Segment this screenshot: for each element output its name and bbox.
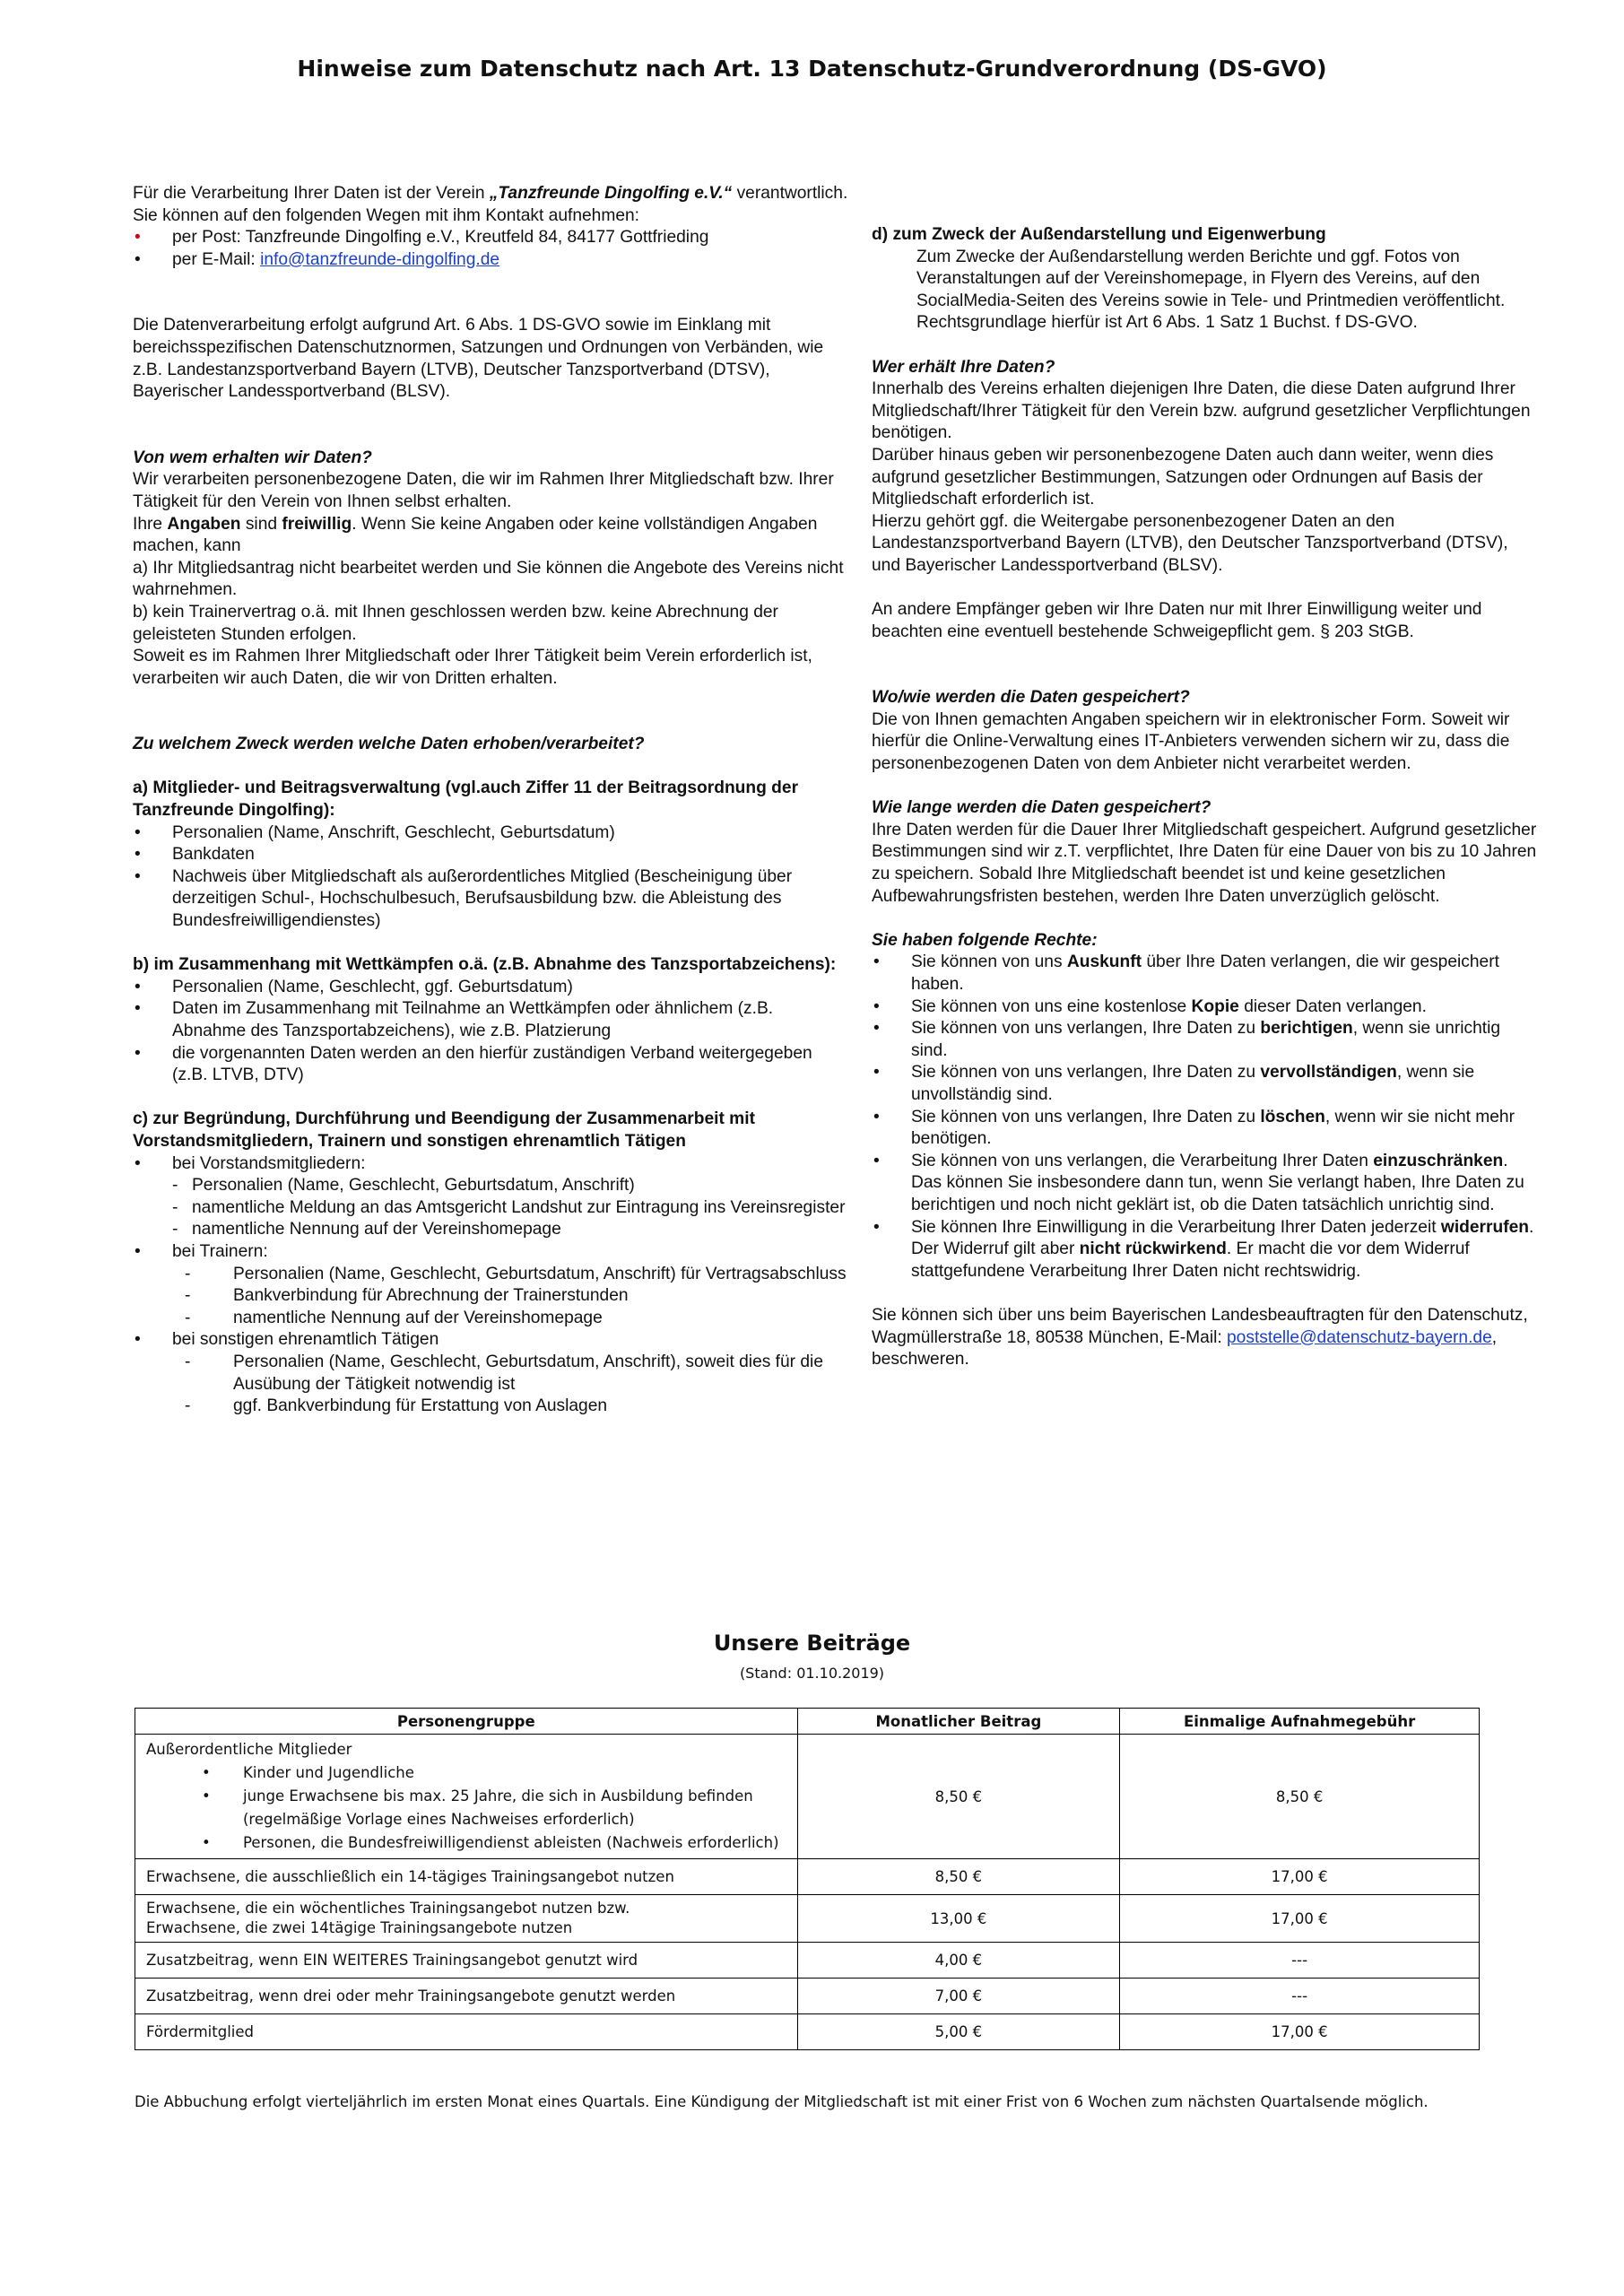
section-b-heading: b) im Zusammenhang mit Wettkämpfen o.ä. (z.B. Abnahme des Tanzsportabzeichens): — [133, 955, 837, 975]
section-c-heading: c) zur Begründung, Durchführung und Beendigung der Zusammenarbeit mit Vorstandsmitgliedern, Trainern und sonstigen ehrenamtlich Tätigen — [133, 1109, 755, 1151]
t-bold: berichtigen — [1260, 1019, 1353, 1039]
group-cell: Erwachsene, die ausschließlich ein 14-tägiges Trainingsangebot nutzen — [135, 1859, 798, 1895]
list-item — [872, 952, 1540, 996]
from-whom-3: Soweit es im Rahmen Ihrer Mitgliedschaft oder Ihrer Tätigkeit beim Verein erforderlich ist, verarbeiten wir auch Daten, die wir von Dritten erhalten. — [133, 647, 812, 688]
list-item: - namentliche Nennung auf der Vereinshomepage — [133, 1219, 850, 1241]
t: , wenn sie unvollständig sind. — [911, 1063, 1475, 1104]
t: sind — [240, 514, 282, 534]
list-item — [872, 1151, 1540, 1217]
t: . Der Widerruf gilt aber — [911, 1217, 1534, 1259]
table-row — [135, 2014, 1480, 2050]
c-trainers-list — [133, 1264, 850, 1330]
t: , wenn wir sie nicht mehr benötigen. — [911, 1107, 1515, 1149]
section-d-text: Zum Zwecke der Außendarstellung werden Berichte und ggf. Fotos von Veranstaltungen auf der Vereinshomepage, in Flyern des Vereins, auf den SocialMedia-Seiten des Vereins sowie in Tele- und Printmedien veröffentlicht. — [916, 247, 1506, 310]
legal-basis: Die Datenverarbeitung erfolgt aufgrund Art. 6 Abs. 1 DS-GVO sowie im Einklang mit bereichsspezifischen Datenschutznormen, Satzungen und Ordnungen von Verbänden, wie z.B. Landestanzsportverband Bayern (LTVB), Deutscher Tanzsportverband (DTSV), Bayerischer Landessportverband (BLSV). — [133, 316, 824, 402]
t: Sie können von uns verlangen, Ihre Daten zu — [911, 1019, 1261, 1039]
group-cell — [135, 1735, 798, 1859]
t-bold: vervollständigen — [1260, 1063, 1397, 1083]
group-line: Erwachsene, die zwei 14tägige Trainingsangebote nutzen — [146, 1919, 573, 1936]
t-bold: widerrufen — [1440, 1217, 1529, 1237]
heading-from-whom: Von wem erhalten wir Daten? — [133, 448, 372, 467]
contact-list — [133, 227, 850, 271]
recipients-1: Innerhalb des Vereins erhalten diejenigen Ihre Daten, die diese Daten aufgrund Ihrer Mitgliedschaft/Ihrer Tätigkeit für den Verein bzw. aufgrund gesetzlicher Verpflichtungen benötigen. — [872, 379, 1531, 443]
fee-cell: --- — [1120, 1979, 1480, 2014]
fees-table — [135, 1708, 1480, 2050]
fee-cell: 17,00 € — [1120, 1859, 1480, 1895]
t: Wagmüllerstraße 18, 80538 München, E-Mail: — [872, 1327, 1228, 1347]
c-board-list — [133, 1175, 850, 1241]
table-row — [135, 1859, 1480, 1895]
fee-cell: 8,50 € — [1120, 1735, 1480, 1859]
rights-list — [872, 952, 1540, 1283]
duration-text: Ihre Daten werden für die Dauer Ihrer Mitgliedschaft gespeichert. Aufgrund gesetzlicher Bestimmungen sind wir z.T. verpflichtet, Ihre Daten für eine Dauer von bis zu 10 Jahren zu speichern. Sobald Ihre Mitgliedschaft beendet ist und keine gesetzlichen Aufbewahrungsfristen bestehen, werden Ihre Daten unverzüglich gelöscht. — [872, 820, 1537, 906]
t: Sie können Ihre Einwilligung in die Verarbeitung Ihrer Daten jederzeit — [911, 1217, 1441, 1237]
t-bold: Angaben — [167, 514, 241, 534]
list-item — [872, 1062, 1540, 1106]
monthly-cell: 8,50 € — [797, 1859, 1120, 1895]
list-item: • Daten im Zusammenhang mit Teilnahme an Wettkämpfen oder ähnlichem (z.B. Abnahme des Tanzsportabzeichens), wie z.B. Platzierung — [133, 998, 850, 1042]
contact-mail — [133, 249, 850, 272]
group-cell: Fördermitglied — [135, 2014, 798, 2050]
list-item: • Bankdaten — [133, 844, 850, 866]
list-item — [872, 1018, 1540, 1062]
t: über Ihre Daten verlangen, die wir gespeichert haben. — [911, 952, 1499, 994]
heading-rights: Sie haben folgende Rechte: — [872, 930, 1098, 950]
fee-cell: 17,00 € — [1120, 1895, 1480, 1943]
contact-lead: Sie können auf den folgenden Wegen mit ihm Kontakt aufnehmen: — [133, 205, 639, 225]
t: Sie können von uns verlangen, Ihre Daten zu — [911, 1063, 1261, 1083]
c-board-label: bei Vorstandsmitgliedern: — [172, 1153, 366, 1173]
t: Sie können von uns verlangen, Ihre Daten zu — [911, 1107, 1261, 1126]
complaint-mail-link[interactable]: poststelle@datenschutz-bayern.de — [1227, 1327, 1492, 1347]
group-cell — [135, 1895, 798, 1943]
t-bold: löschen — [1260, 1107, 1325, 1126]
t: . Das können Sie insbesondere dann tun, wenn Sie verlangt haben, Ihre Daten zu berichtigen und noch nicht geklärt ist, ob die Daten tatsächlich unrichtig sind. — [911, 1151, 1524, 1214]
header-fee: Einmalige Aufnahmegebühr — [1120, 1709, 1480, 1735]
list-item: - namentliche Nennung auf der Vereinshomepage — [133, 1308, 850, 1330]
from-whom-b: b) kein Trainervertrag o.ä. mit Ihnen geschlossen werden bzw. keine Abrechnung der geleisteten Stunden erfolgen. — [133, 602, 778, 644]
t: . Er macht die vor dem Widerruf stattgefundene Verarbeitung Ihrer Daten nicht rechtswidrig. — [911, 1239, 1470, 1281]
from-whom-1: Wir verarbeiten personenbezogene Daten, die wir im Rahmen Ihrer Mitgliedschaft bzw. Ihrer Tätigkeit für den Verein von Ihnen selbst erhalten. — [133, 470, 834, 511]
t-bold: nicht rückwirkend — [1079, 1239, 1227, 1259]
t: Ihre — [133, 514, 168, 534]
heading-purpose: Zu welchem Zweck werden welche Daten erhoben/verarbeitet? — [133, 735, 645, 754]
recipients-3: Hierzu gehört ggf. die Weitergabe personenbezogener Daten an den Landestanzsportverband Bayern (LTVB), den Deutscher Tanzsportverband (DTSV), und Bayerischer Landessportverband (BLSV). — [872, 511, 1508, 575]
monthly-cell: 4,00 € — [797, 1943, 1120, 1979]
header-monthly: Monatlicher Beitrag — [797, 1709, 1120, 1735]
t: Sie können von uns eine kostenlose — [911, 996, 1192, 1016]
c-trainers-label: bei Trainern: — [172, 1241, 268, 1261]
complaint-2 — [872, 1327, 1540, 1371]
footer-note: Die Abbuchung erfolgt vierteljährlich im ersten Monat eines Quartals. Eine Kündigung der Mitgliedschaft ist mit einer Frist von 6 Wochen zum nächsten Quartalsende möglich. — [135, 2093, 1429, 2110]
section-d-legal: Rechtsgrundlage hierfür ist Art 6 Abs. 1 Satz 1 Buchst. f DS-GVO. — [916, 313, 1418, 333]
responsible-paragraph — [133, 183, 850, 205]
t: , beschweren. — [872, 1327, 1498, 1370]
t-bold: einzuschränken — [1373, 1151, 1504, 1170]
list-item: • die vorgenannten Daten werden an den hierfür zuständigen Verband weitergegeben (z.B. LTVB, DTV) — [133, 1043, 850, 1087]
group-cell: Zusatzbeitrag, wenn EIN WEITERES Trainingsangebot genutzt wird — [135, 1943, 798, 1979]
table-row — [135, 1943, 1480, 1979]
t-bold: Auskunft — [1066, 952, 1142, 972]
list-item: • Personalien (Name, Anschrift, Geschlecht, Geburtsdatum) — [133, 822, 850, 845]
contact-mail-link[interactable]: info@tanzfreunde-dingolfing.de — [260, 249, 500, 269]
c-others-list — [133, 1352, 850, 1418]
list-item: - Personalien (Name, Geschlecht, Geburtsdatum, Anschrift) für Vertragsabschluss — [133, 1264, 850, 1286]
table-row — [135, 1979, 1480, 2014]
table-header-row — [135, 1709, 1480, 1735]
list-item: - Personalien (Name, Geschlecht, Geburtsdatum, Anschrift) — [133, 1175, 850, 1197]
heading-recipients: Wer erhält Ihre Daten? — [872, 357, 1055, 377]
list-item: • Kinder und Jugendliche — [146, 1761, 786, 1785]
t: Sie können von uns verlangen, die Verarbeitung Ihrer Daten — [911, 1151, 1374, 1170]
group-sublist — [146, 1761, 786, 1855]
t: , wenn sie unrichtig sind. — [911, 1019, 1501, 1060]
page-title: Hinweise zum Datenschutz nach Art. 13 Datenschutz-Grundverordnung (DS-GVO) — [297, 56, 1327, 82]
intro-text-end: verantwortlich. — [732, 184, 848, 203]
list-item — [872, 996, 1540, 1019]
list-item: • Personalien (Name, Geschlecht, ggf. Geburtsdatum) — [133, 977, 850, 999]
section-d-heading: d) zum Zweck der Außendarstellung und Eigenwerbung — [872, 225, 1326, 244]
left-column — [133, 183, 850, 1418]
monthly-cell: 5,00 € — [797, 2014, 1120, 2050]
list-item — [133, 1329, 850, 1417]
heading-duration: Wie lange werden die Daten gespeichert? — [872, 798, 1211, 818]
monthly-cell: 13,00 € — [797, 1895, 1120, 1943]
group-title: Außerordentliche Mitglieder — [146, 1741, 352, 1758]
list-item: • Personen, die Bundesfreiwilligendienst ableisten (Nachweis erforderlich) — [146, 1831, 786, 1855]
fee-cell: --- — [1120, 1943, 1480, 1979]
storage-text: Die von Ihnen gemachten Angaben speichern wir in elektronischer Form. Soweit wir hierfür die Online-Verwaltung eines IT-Anbieters verwenden sichern wir zu, dass die personenbezogenen Daten von dem Anbieter nicht verarbeitet werden. — [872, 709, 1510, 774]
table-row — [135, 1895, 1480, 1943]
recipients-4: An andere Empfänger geben wir Ihre Daten nur mit Ihrer Einwilligung weiter und beachten eine eventuell bestehende Schweigepflicht gem. § 203 StGB. — [872, 600, 1482, 641]
complaint-1: Sie können sich über uns beim Bayerischen Landesbeauftragten für den Datenschutz, — [872, 1305, 1528, 1325]
club-name: „Tanzfreunde Dingolfing e.V.“ — [489, 184, 733, 203]
section-b-list — [133, 977, 850, 1087]
fee-cell: 17,00 € — [1120, 2014, 1480, 2050]
list-item — [872, 1217, 1540, 1283]
list-item — [133, 1153, 850, 1241]
monthly-cell: 7,00 € — [797, 1979, 1120, 2014]
section-a-list — [133, 822, 850, 933]
t-bold: Kopie — [1191, 996, 1239, 1016]
t: . Wenn Sie keine Angaben oder keine vollständigen Angaben machen, kann — [133, 514, 818, 556]
list-item: • Nachweis über Mitgliedschaft als außerordentliches Mitglied (Bescheinigung über derzeitigen Schul-, Hochschulbesuch, Berufsausbildung bzw. die Ableistung des Bundesfreiwilligendienstes) — [133, 866, 850, 933]
from-whom-2 — [133, 514, 850, 558]
list-item: • junge Erwachsene bis max. 25 Jahre, die sich in Ausbildung befinden (regelmäßige Vorlage eines Nachweises erforderlich) — [146, 1785, 786, 1831]
list-item: - namentliche Meldung an das Amtsgericht Landshut zur Eintragung ins Vereinsregister — [133, 1197, 850, 1220]
contact-post: • per Post: Tanzfreunde Dingolfing e.V., Kreutfeld 84, 84177 Gottfrieding — [133, 227, 850, 249]
t-bold: freiwillig — [282, 514, 352, 534]
fees-stand-date: (Stand: 01.10.2019) — [739, 1665, 885, 1682]
fees-title: Unsere Beiträge — [713, 1631, 911, 1656]
section-c-list — [133, 1153, 850, 1418]
group-cell: Zusatzbeitrag, wenn drei oder mehr Trainingsangebote genutzt werden — [135, 1979, 798, 2014]
list-item — [133, 1241, 850, 1329]
heading-storage: Wo/wie werden die Daten gespeichert? — [872, 688, 1190, 708]
header-group: Personengruppe — [135, 1709, 798, 1735]
contact-mail-label: per E-Mail: — [172, 249, 261, 269]
right-column — [872, 224, 1540, 1371]
list-item — [872, 1107, 1540, 1151]
monthly-cell: 8,50 € — [797, 1735, 1120, 1859]
c-others-label: bei sonstigen ehrenamtlich Tätigen — [172, 1330, 439, 1350]
t: dieser Daten verlangen. — [1238, 996, 1427, 1016]
group-line: Erwachsene, die ein wöchentliches Trainingsangebot nutzen bzw. — [146, 1900, 630, 1917]
table-row — [135, 1735, 1480, 1859]
list-item: - ggf. Bankverbindung für Erstattung von Auslagen — [133, 1396, 850, 1418]
list-item: - Bankverbindung für Abrechnung der Trainerstunden — [133, 1285, 850, 1308]
section-a-heading: a) Mitglieder- und Beitragsverwaltung (vgl.auch Ziffer 11 der Beitragsordnung der Tanzfreunde Dingolfing): — [133, 778, 799, 821]
recipients-2: Darüber hinaus geben wir personenbezogene Daten auch dann weiter, wenn dies aufgrund gesetzlicher Bestimmungen, Satzungen oder Ordnungen auf Basis der Mitgliedschaft erforderlich ist. — [872, 445, 1494, 509]
list-item: - Personalien (Name, Geschlecht, Geburtsdatum, Anschrift), soweit dies für die Ausübung der Tätigkeit notwendig ist — [133, 1352, 850, 1396]
from-whom-a: a) Ihr Mitgliedsantrag nicht bearbeitet werden und Sie können die Angebote des Vereins nicht wahrnehmen. — [133, 558, 844, 600]
intro-text: Für die Verarbeitung Ihrer Daten ist der Verein — [133, 184, 490, 203]
t: Sie können von uns — [911, 952, 1067, 972]
